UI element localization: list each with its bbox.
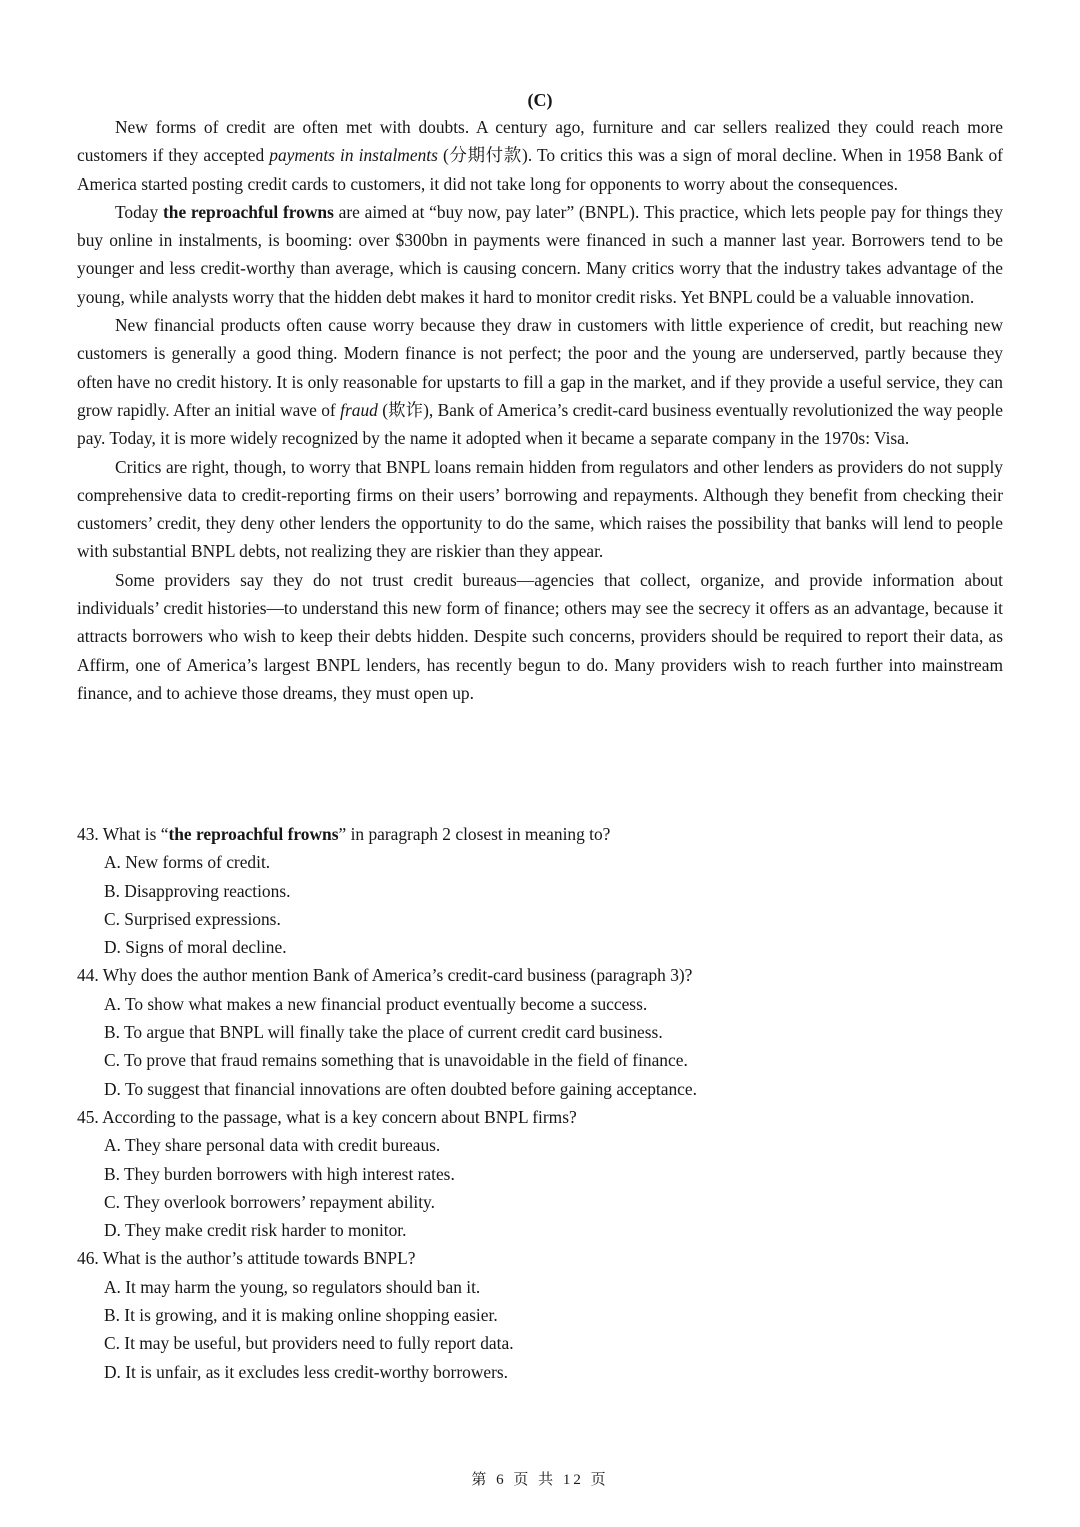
- stem-text: ” in paragraph 2 closest in meaning to?: [338, 824, 611, 844]
- paragraph-text: are aimed at “buy now, pay later” (BNPL). This practice, which lets people pay for things they buy online in instalments, is booming: over $300bn in payments were financed in such a manner last year. Borrowers tend to be younger and less credit-worthy than average, which is causing concern. Many critics worry that the industry takes advantage of the young, while analysts worry that the hidden debt makes it hard to monitor credit risks. Yet BNPL could be a valuable innovation.: [77, 201, 1003, 307]
- option-b: B. They burden borrowers with high interest rates.: [104, 1163, 455, 1184]
- option-b: B. Disapproving reactions.: [104, 880, 291, 901]
- paragraph-text: New financial products often cause worry because they draw in customers with little experience of credit, but reaching new customers is generally a good thing. Modern finance is not perfect; the poor and the young are underserved, partly because they often have no credit history. It is only reasonable for upstarts to fill a gap in the market, and if they provide a useful service, they can grow rapidly. After an initial wave of: [77, 315, 1003, 420]
- option-b: B. It is growing, and it is making online shopping easier.: [104, 1305, 498, 1326]
- paragraph-2: [77, 198, 1003, 311]
- option-a: A. They share personal data with credit bureaus.: [104, 1135, 441, 1156]
- option-c: C. To prove that fraud remains something that is unavoidable in the field of finance.: [104, 1050, 688, 1071]
- question-45: [77, 1103, 1003, 1244]
- question-46: [77, 1244, 1003, 1385]
- option-d: D. They make credit risk harder to monitor.: [104, 1220, 407, 1241]
- paragraph-4: Critics are right, though, to worry that BNPL loans remain hidden from regulators and other lenders as providers do not supply comprehensive data to credit-reporting firms on their users’ borrowing and repayments. Although they benefit from checking their customers’ credit, they deny other lenders the opportunity to do the same, which raises the possibility that banks will lend to people with substantial BNPL debts, not realizing they are riskier than they appear.: [77, 456, 1003, 562]
- page-footer: 第 6 页 共 12 页: [471, 1472, 609, 1488]
- option-c: C. It may be useful, but providers need to fully report data.: [104, 1333, 514, 1354]
- question-stem: [77, 820, 1003, 848]
- paragraph-text: (欺诈), Bank of America’s credit-card business eventually revolutionized the way people pay. Today, it is more widely recognized by the name it adopted when it became a separate company in the 1970s: Visa.: [77, 399, 1003, 449]
- option-d: D. To suggest that financial innovations are often doubted before gaining acceptance.: [104, 1078, 697, 1099]
- question-list: [77, 820, 1003, 1386]
- question-stem: 46. What is the author’s attitude towards BNPL?: [77, 1248, 416, 1269]
- reading-passage: [77, 113, 1003, 707]
- option-d: D. Signs of moral decline.: [104, 937, 287, 958]
- paragraph-text: Today: [115, 201, 163, 222]
- italic-term: payments in instalments: [269, 145, 438, 166]
- bold-phrase: the reproachful frowns: [168, 824, 339, 844]
- paragraph-3: [77, 311, 1003, 452]
- question-44: [77, 961, 1003, 1102]
- paragraph-5: Some providers say they do not trust credit bureaus—agencies that collect, organize, and provide information about individuals’ credit histories—to understand this new form of finance; others may see the secrecy it offers as an advantage, because it attracts borrowers who wish to keep their debts hidden. Despite such concerns, providers should be required to report their data, as Affirm, one of America’s largest BNPL lenders, has recently begun to do. Many providers wish to reach further into mainstream finance, and to achieve those dreams, they must open up.: [77, 569, 1003, 703]
- paragraph-1: [77, 113, 1003, 198]
- option-d: D. It is unfair, as it excludes less credit-worthy borrowers.: [104, 1361, 509, 1382]
- option-a: A. To show what makes a new financial product eventually become a success.: [104, 993, 648, 1014]
- question-stem: 44. Why does the author mention Bank of America’s credit-card business (paragraph 3)?: [77, 965, 693, 986]
- italic-term: fraud: [340, 399, 378, 420]
- question-stem: 45. According to the passage, what is a key concern about BNPL firms?: [77, 1106, 577, 1127]
- option-b: B. To argue that BNPL will finally take the place of current credit card business.: [104, 1022, 663, 1043]
- question-43: [77, 820, 1003, 961]
- bold-phrase: the reproachful frowns: [162, 201, 334, 222]
- option-a: A. New forms of credit.: [104, 852, 271, 873]
- paragraph-text: (分期付款). To critics this was a sign of moral decline. When in 1958 Bank of America started posting credit cards to customers, it did not take long for opponents to worry about the consequences.: [77, 145, 1003, 194]
- section-title: (C): [527, 90, 553, 110]
- stem-text: 43. What is “: [77, 824, 169, 844]
- option-c: C. Surprised expressions.: [104, 908, 281, 929]
- option-a: A. It may harm the young, so regulators should ban it.: [104, 1276, 481, 1297]
- paragraph-text: New forms of credit are often met with doubts. A century ago, furniture and car sellers realized they could reach more customers if they accepted: [77, 117, 1003, 166]
- option-c: C. They overlook borrowers’ repayment ability.: [104, 1191, 435, 1212]
